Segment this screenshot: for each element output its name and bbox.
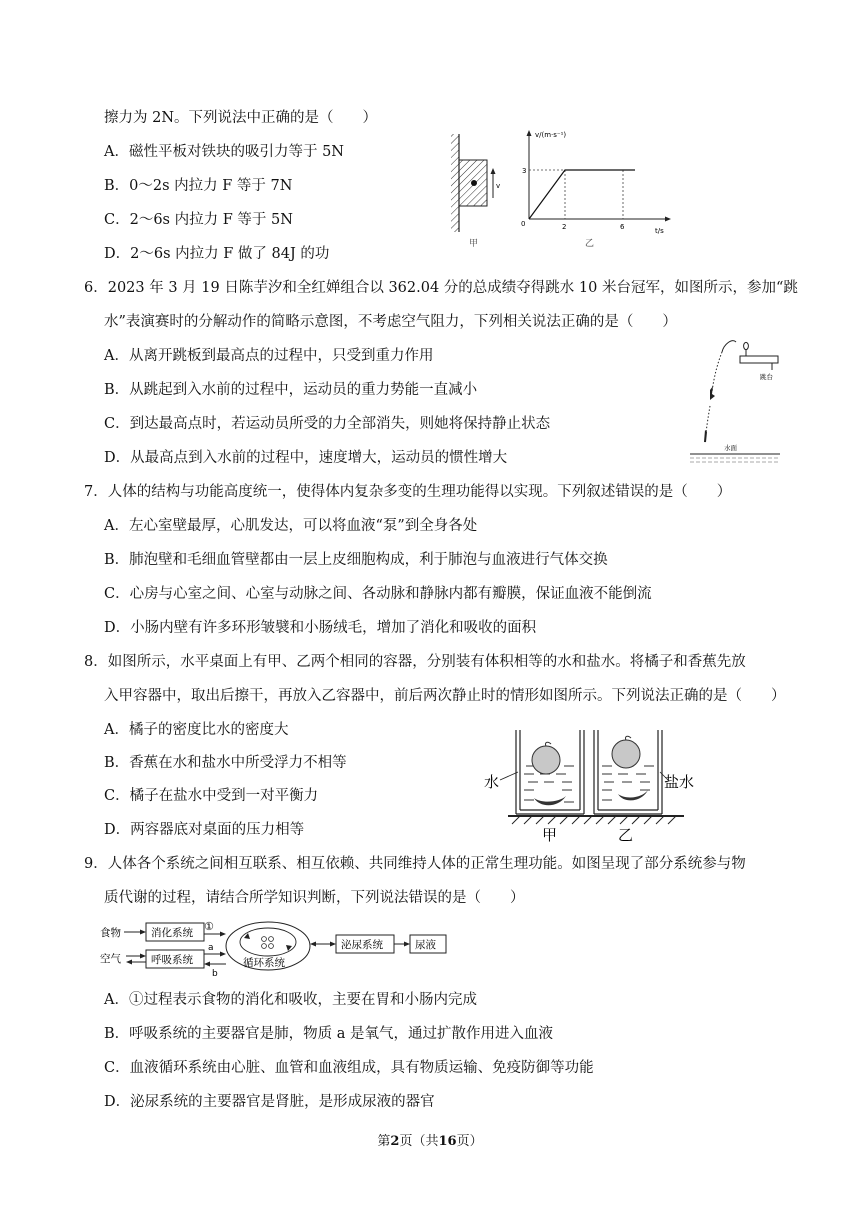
substance-a-label: a xyxy=(208,943,214,953)
q8-stem-line1: 8．如图所示，水平桌面上有甲、乙两个相同的容器，分别装有体积相等的水和盐水。将橘子和香蕉先放 xyxy=(84,654,746,670)
urinary-system-label: 泌尿系统 xyxy=(341,939,383,951)
orange-jia xyxy=(532,746,560,774)
q6-stem-line1: 6．2023 年 3 月 19 日陈芋汐和全红婵组合以 362.04 分的总成绩夺得跳水 10 米台冠军，如图所示，参加“跳 xyxy=(84,280,798,296)
q5-figure xyxy=(445,128,675,250)
urine-label: 尿液 xyxy=(415,939,436,951)
substance-b-label: b xyxy=(212,969,218,979)
q6-figure xyxy=(688,334,782,474)
q9-option-b: B．呼吸系统的主要器官是肺，物质 a 是氧气，通过扩散作用进入血液 xyxy=(104,1026,554,1042)
air-label: 空气 xyxy=(100,953,121,965)
q5-stem-tail: 擦力为 2N。下列说法中正确的是（ ） xyxy=(104,110,378,126)
diver-pose-top xyxy=(744,342,749,349)
q7-option-c: C．心房与心室之间、心室与动脉之间、各动脉和静脉内都有瓣膜，保证血液不能倒流 xyxy=(104,586,652,602)
footer-middle: 页（共 xyxy=(399,1134,439,1149)
page-footer xyxy=(0,1130,860,1149)
force-point xyxy=(471,180,477,186)
t-tick-6: 6 xyxy=(620,223,625,231)
label-jia: 甲 xyxy=(542,826,558,844)
trajectory-top xyxy=(722,341,736,352)
q9-option-a: A．①过程表示食物的消化和吸收，主要在胃和小肠内完成 xyxy=(104,992,477,1008)
diving-platform xyxy=(740,356,778,363)
orange-yi xyxy=(612,740,640,768)
q6-option-b: B．从跳起到入水前的过程中，运动员的重力势能一直减小 xyxy=(104,382,478,398)
q7-option-a: A．左心室壁最厚，心肌发达，可以将血液“泵”到全身各处 xyxy=(104,518,478,534)
footer-prefix: 第 xyxy=(377,1134,391,1149)
q6-option-a: A．从离开跳板到最高点的过程中，只受到重力作用 xyxy=(104,348,434,364)
q8-option-c: C．橘子在盐水中受到一对平衡力 xyxy=(104,788,319,804)
banana-yi xyxy=(618,790,648,800)
q8-figure xyxy=(478,724,712,846)
q6-stem-line2: 水”表演赛时的分解动作的简略示意图，不考虑空气阻力，下列相关说法正确的是（ ） xyxy=(104,314,677,330)
salt-water-label: 盐水 xyxy=(664,773,695,791)
v-label: v xyxy=(496,182,501,190)
container-jia xyxy=(516,730,584,814)
q7-option-d: D．小肠内壁有许多环形皱襞和小肠绒毛，增加了消化和吸收的面积 xyxy=(104,620,537,636)
q8-option-d: D．两容器底对桌面的压力相等 xyxy=(104,822,305,838)
q6-option-d: D．从最高点到入水前的过程中，速度增大，运动员的惯性增大 xyxy=(104,450,508,466)
q9-stem-line2: 质代谢的过程，请结合所学知识判断，下列说法错误的是（ ） xyxy=(104,890,525,906)
circulatory-system-label: 循环系统 xyxy=(243,957,285,969)
platform-label: 跳台 xyxy=(760,373,773,381)
water-label: 水面 xyxy=(724,444,737,452)
container-yi xyxy=(594,730,662,814)
trajectory-mid xyxy=(712,352,722,392)
q9-option-c: C．血液循环系统由心脏、血管和血液组成，具有物质运输、免疫防御等功能 xyxy=(104,1060,594,1076)
v-tick-3: 3 xyxy=(522,167,527,175)
diver-pose-tuck xyxy=(710,386,715,400)
label-yi: 乙 xyxy=(585,239,595,249)
q5-option-a: A．磁性平板对铁块的吸引力等于 5N xyxy=(104,144,344,160)
q6-option-c: C．到达最高点时，若运动员所受的力全部消失，则她将保持静止状态 xyxy=(104,416,551,432)
q8-stem-line2: 入甲容器中，取出后擦干，再放入乙容器中，前后两次静止时的情形如图所示。下列说法正确的是（ ） xyxy=(104,688,786,704)
banana-jia xyxy=(534,796,566,805)
q9-figure xyxy=(100,918,452,982)
q5-option-c: C．2～6s 内拉力 F 等于 5N xyxy=(104,212,293,228)
footer-page-number: 2 xyxy=(390,1134,400,1149)
vt-curve xyxy=(529,170,635,219)
water-pointer xyxy=(500,772,518,780)
t-axis-arrow xyxy=(665,217,671,222)
q8-option-b: B．香蕉在水和盐水中所受浮力不相等 xyxy=(104,755,347,771)
q9-stem-line1: 9．人体各个系统之间相互联系、相互依赖、共同维持人体的正常生理功能。如图呈现了部分系统参与物 xyxy=(84,856,746,872)
velocity-arrowhead xyxy=(491,168,496,174)
footer-total-pages: 16 xyxy=(438,1134,457,1149)
v-axis-arrow xyxy=(527,130,532,136)
respiratory-system-label: 呼吸系统 xyxy=(151,954,193,966)
origin-label: 0 xyxy=(521,220,526,228)
table-hatch xyxy=(512,816,676,824)
digestive-system-label: 消化系统 xyxy=(151,927,193,939)
q5-option-d: D．2～6s 内拉力 F 做了 84J 的功 xyxy=(104,246,330,262)
label-yi: 乙 xyxy=(618,826,634,844)
label-jia: 甲 xyxy=(469,239,479,249)
food-label: 食物 xyxy=(100,927,121,939)
water-label: 水 xyxy=(484,773,500,791)
q7-stem: 7．人体的结构与功能高度统一，使得体内复杂多变的生理功能得以实现。下列叙述错误的是（ ） xyxy=(84,484,732,500)
q9-option-d: D．泌尿系统的主要器官是肾脏，是形成尿液的器官 xyxy=(104,1094,435,1110)
q5-option-b: B．0～2s 内拉力 F 等于 7N xyxy=(104,178,293,194)
wall-hatch xyxy=(451,134,459,232)
t-axis-label: t/s xyxy=(655,227,664,235)
process-1-label: ① xyxy=(204,920,214,933)
q7-option-b: B．肺泡壁和毛细血管壁都由一层上皮细胞构成，利于肺泡与血液进行气体交换 xyxy=(104,552,608,568)
diver-pose-entry xyxy=(704,430,707,442)
t-tick-2: 2 xyxy=(562,223,567,231)
q8-option-a: A．橘子的密度比水的密度大 xyxy=(104,722,289,738)
footer-suffix: 页） xyxy=(456,1134,483,1149)
v-axis-label: v/(m·s⁻¹) xyxy=(535,131,567,139)
